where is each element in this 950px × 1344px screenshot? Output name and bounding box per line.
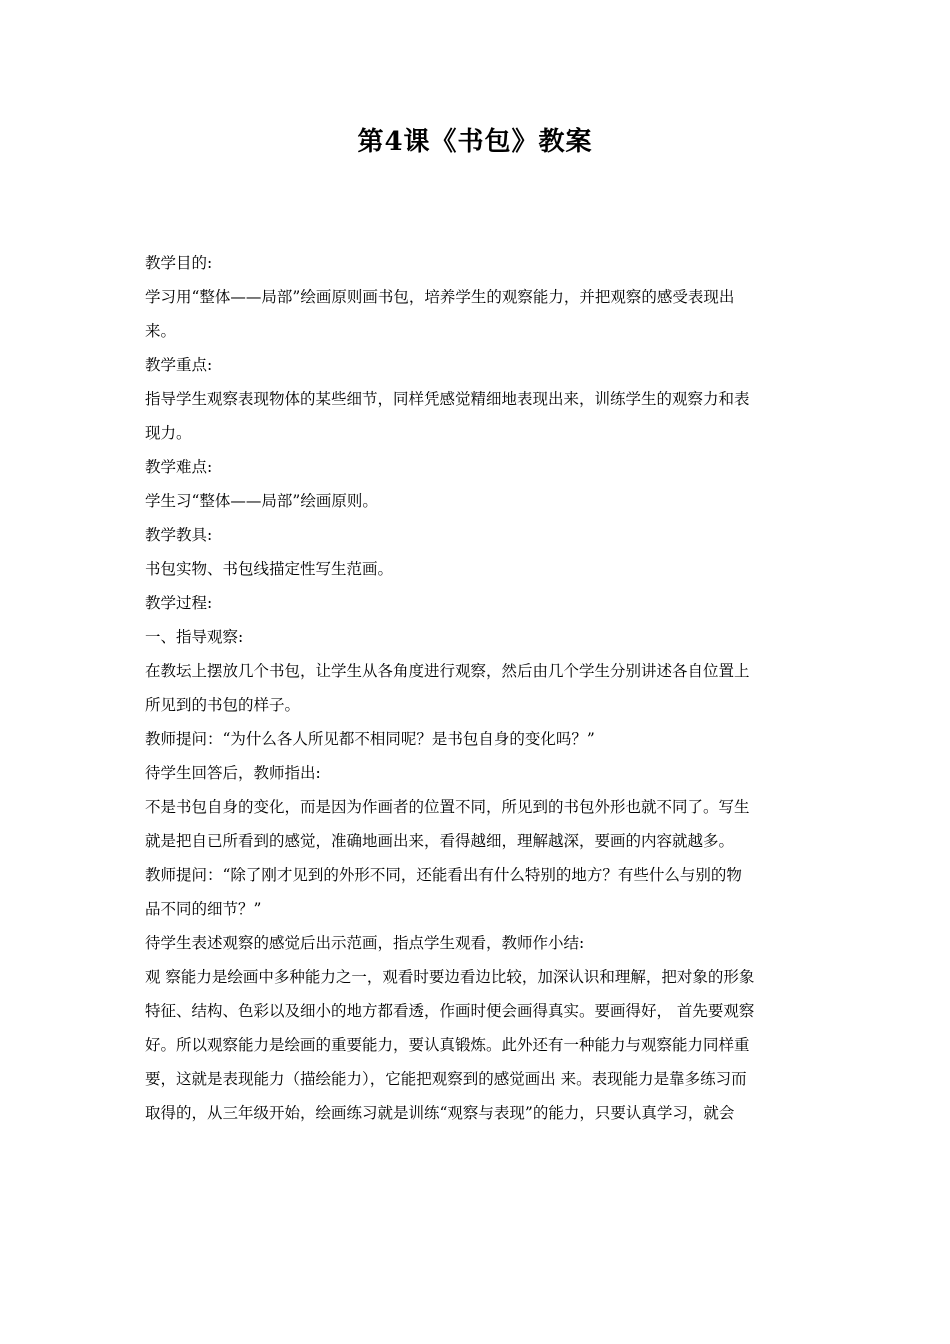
paragraph-line: 待学生表述观察的感觉后出示范画，指点学生观看，教师作小结: (145, 934, 585, 952)
document-title: 第4课《书包》教案 (357, 127, 593, 157)
paragraph-line: 学习用“整体——局部”绘画原则画书包，培养学生的观察能力，并把观察的感受表现出 (145, 288, 735, 306)
section-heading-difficulties: 教学难点: (145, 458, 213, 476)
paragraph-line: 现力。 (145, 424, 192, 442)
paragraph-line: 来。 (145, 322, 177, 340)
section-heading-teaching-aids: 教学教具: (145, 526, 213, 544)
paragraph-line: 教师提问：“为什么各人所见都不相同呢？是书包自身的变化吗？” (145, 730, 595, 748)
section-heading-objective: 教学目的: (145, 254, 213, 272)
document-body (145, 246, 807, 1130)
paragraph-line: 要，这就是表现能力（描绘能力），它能把观察到的感觉画出 来。表现能力是靠多练习而 (145, 1070, 747, 1088)
subsection-heading-observation: 一、指导观察: (145, 628, 244, 646)
section-heading-process: 教学过程: (145, 594, 213, 612)
paragraph-line: 取得的，从三年级开始，绘画练习就是训练“观察与表现”的能力，只要认真学习，就会 (145, 1104, 735, 1122)
paragraph-line: 所见到的书包的样子。 (145, 696, 301, 714)
paragraph-line: 在教坛上摆放几个书包，让学生从各角度进行观察，然后由几个学生分别讲述各自位置上 (145, 662, 750, 680)
paragraph-line: 观 察能力是绘画中多种能力之一，观看时要边看边比较，加深认识和理解，把对象的形象 (145, 968, 755, 986)
paragraph-line: 待学生回答后，教师指出: (145, 764, 321, 782)
paragraph-line: 学生习“整体——局部”绘画原则。 (145, 492, 378, 510)
paragraph-line: 特征、结构、色彩以及细小的地方都看透，作画时便会画得真实。要画得好， 首先要观察 (145, 1002, 755, 1020)
section-heading-key-points: 教学重点: (145, 356, 213, 374)
paragraph-line: 好。所以观察能力是绘画的重要能力，要认真锻炼。此外还有一种能力与观察能力同样重 (145, 1036, 750, 1054)
paragraph-line: 品不同的细节？” (145, 900, 262, 918)
paragraph-line: 不是书包自身的变化，而是因为作画者的位置不同，所见到的书包外形也就不同了。写生 (145, 798, 750, 816)
paragraph-line: 书包实物、书包线描定性写生范画。 (145, 560, 394, 578)
paragraph-line: 教师提问：“除了刚才见到的外形不同，还能看出有什么特别的地方？有些什么与别的物 (145, 866, 742, 884)
paragraph-line: 就是把自已所看到的感觉，准确地画出来，看得越细，理解越深，要画的内容就越多。 (145, 832, 735, 850)
paragraph-line: 指导学生观察表现物体的某些细节，同样凭感觉精细地表现出来，训练学生的观察力和表 (145, 390, 750, 408)
